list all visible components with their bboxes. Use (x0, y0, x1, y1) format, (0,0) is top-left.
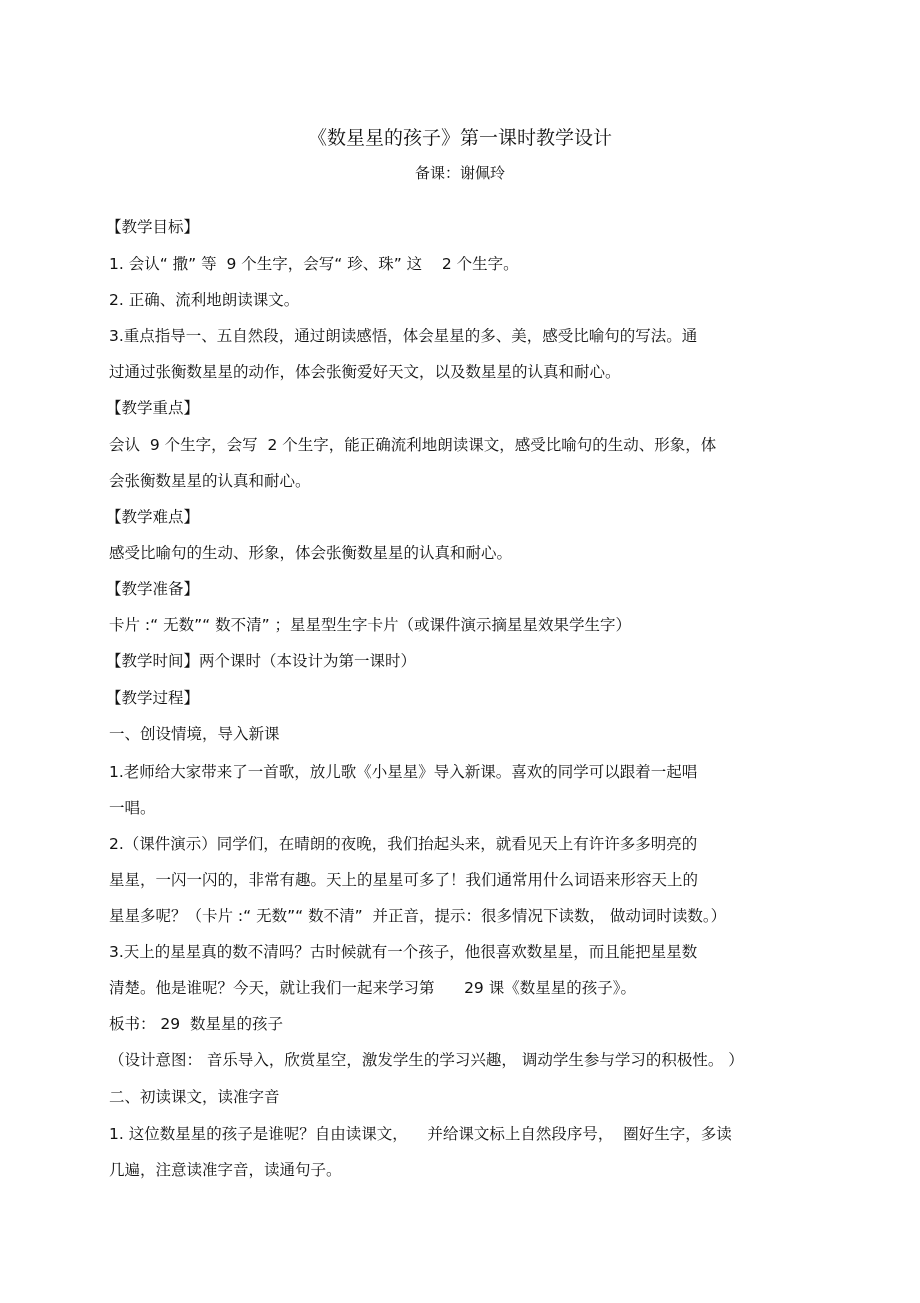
teaching-time-line: 【教学时间】两个课时（本设计为第一课时） (106, 652, 417, 670)
goal-line-1: 1. 会认“ 撒” 等 9 个生字，会写“ 珍、珠” 这 2 个生字。 (109, 255, 519, 273)
goal-line-3: 3.重点指导一、五自然段，通过朗读感悟，体会星星的多、美，感受比喻句的写法。通 (109, 327, 698, 345)
heading-process: 【教学过程】 (106, 689, 200, 707)
process-line-3-cont: 清楚。他是谁呢？今天，就让我们一起来学习第 29 课《数星星的孩子》。 (109, 979, 636, 997)
process-line-2-cont-1: 星星，一闪一闪的，非常有趣。天上的星星可多了！我们通常用什么词语来形容天上的 (109, 871, 699, 889)
process-line-2-cont-2: 星星多呢？（卡片 :“ 无数”“ 数不清” 并正音，提示：很多情况下读数， 做动词时读数。） (109, 907, 727, 925)
key-points-line-2: 会张衡数星星的认真和耐心。 (109, 472, 311, 490)
heading-preparation: 【教学准备】 (106, 580, 200, 598)
process-line-3: 3.天上的星星真的数不清吗？古时候就有一个孩子，他很喜欢数星星，而且能把星星数 (109, 943, 698, 961)
process-line-2: 2.（课件演示）同学们，在晴朗的夜晚，我们抬起头来，就看见天上有许许多多明亮的 (109, 835, 698, 853)
preparation-line: 卡片 :“ 无数”“ 数不清” ；星星型生字卡片（或课件演示摘星星效果学生字） (109, 616, 632, 634)
design-intent-line: （设计意图： 音乐导入，欣赏星空，激发学生的学习兴趣， 调动学生参与学习的积极性。 ） (109, 1051, 744, 1069)
difficulties-line: 感受比喻句的生动、形象，体会张衡数星星的认真和耐心。 (109, 544, 513, 562)
section-1-heading: 一、创设情境，导入新课 (109, 725, 280, 743)
heading-difficulties: 【教学难点】 (106, 508, 200, 526)
process-line-1: 1.老师给大家带来了一首歌，放儿歌《小星星》导入新课。喜欢的同学可以跟着一起唱 (109, 763, 698, 781)
section-2-line-1-cont: 几遍，注意读准字音，读通句子。 (109, 1161, 342, 1179)
goal-line-2: 2. 正确、流利地朗读课文。 (109, 291, 300, 309)
document-title: 《数星星的孩子》第一课时教学设计 (307, 127, 612, 149)
process-line-1-cont: 一唱。 (109, 799, 156, 817)
goal-line-3-cont: 过通过张衡数星星的动作，体会张衡爱好天文，以及数星星的认真和耐心。 (109, 363, 621, 381)
section-2-heading: 二、初读课文，读准字音 (109, 1088, 280, 1106)
document-author: 备课：谢佩玲 (414, 164, 505, 182)
blackboard-line: 板书： 29 数星星的孩子 (109, 1015, 284, 1033)
section-2-line-1: 1. 这位数星星的孩子是谁呢？自由读课文， 并给课文标上自然段序号， 圈好生字，多读 (109, 1125, 732, 1143)
key-points-line-1: 会认 9 个生字，会写 2 个生字，能正确流利地朗读课文，感受比喻句的生动、形象，体 (109, 436, 717, 454)
heading-key-points: 【教学重点】 (106, 399, 200, 417)
heading-goals: 【教学目标】 (106, 218, 200, 236)
